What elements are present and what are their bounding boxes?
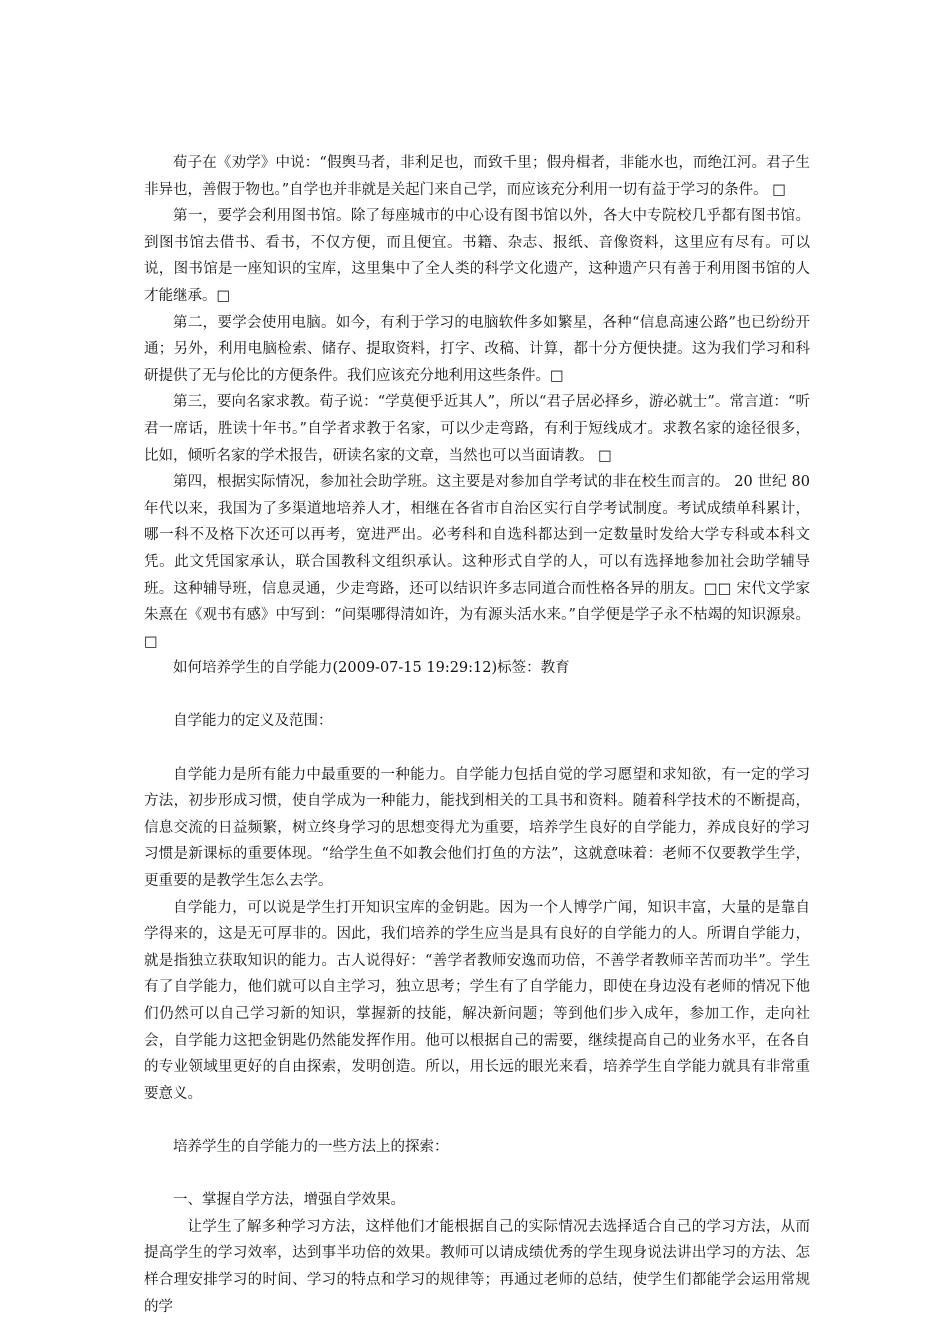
- paragraph-quote-xunzi: 荀子在《劝学》中说：“假舆马者，非利足也，而致千里；假舟楫者，非能水也，而绝江河。君子生非异也，善假于物也。”自学也并非就是关起门来自己学，而应该充分利用一切有益于学习的条件。 □: [144, 155, 810, 198]
- paragraph-computer: 第二，要学会使用电脑。如今，有利于学习的电脑软件多如繁星，各种“信息高速公路”也已纷纷开通；另外，利用电脑检索、储存、提取资料，打字、改稿、计算，都十分方便快捷。这为我们学习和科研提供了无与伦比的方便条件。我们应该充分地利用这些条件。□: [144, 314, 810, 384]
- paragraph-definition: 自学能力是所有能力中最重要的一种能力。自学能力包括自觉的学习愿望和求知欲，有一定的学习方法，初步形成习惯，使自学成为一种能力，能找到相关的工具书和资料。随着科学技术的不断提高，信息交流的日益频繁，树立终身学习的思想变得尤为重要，培养学生良好的自学能力，养成良好的学习习惯是新课标的重要体现。“给学生鱼不如教会他们打鱼的方法”，这就意味着：老师不仅要教学生学，更重要的是教学生怎么去学。: [144, 766, 810, 890]
- paragraph-golden-key: 自学能力，可以说是学生打开知识宝库的金钥匙。因为一个人博学广闻，知识丰富，大量的是靠自学得来的，这是无可厚非的。因此，我们培养的学生应当是具有良好的自学能力的人。所谓自学能力，就是指独立获取知识的能力。古人说得好：“善学者教师安逸而功倍，不善学者教师辛苦而功半”。学生有了自学能力，他们就可以自主学习，独立思考；学生有了自学能力，即使在身边没有老师的情况下他们仍然可以自己学习新的知识，掌握新的技能，解决新问题；等到他们步入成年，参加工作，走向社会，自学能力这把金钥匙仍然能发挥作用。他可以根据自己的需要，继续提高自己的业务水平，在各自的专业领域里更好的自由探索，发明创造。所以，用长远的眼光来看，培养学生自学能力就具有非常重要意义。: [144, 899, 810, 1102]
- section-heading-definition: 自学能力的定义及范围：: [173, 713, 333, 730]
- blank-line: [144, 1107, 810, 1134]
- blank-line: [144, 1161, 810, 1188]
- paragraph-method-one: 让学生了解多种学习方法，这样他们才能根据自己的实际情况去选择适合自己的学习方法，从而提高学生的学习效率，达到事半功倍的效果。教师可以请成绩优秀的学生现身说法讲出学习的方法、怎样合理安排学习的时间、学习的特点和学习的规律等；再通过老师的总结，使学生们都能学会运用常规的学: [144, 1218, 810, 1315]
- blank-line: [144, 735, 810, 762]
- document-body: [144, 150, 810, 1320]
- paragraph-masters: 第三，要向名家求教。荀子说：“学莫便乎近其人”，所以“君子居必择乡，游必就士”。常言道：“听君一席话，胜读十年书。”自学者求教于名家，可以少走弯路，有利于短线成才。求教名家的途径很多，比如，倾听名家的学术报告，研读名家的文章，当然也可以当面请教。 □: [144, 394, 810, 464]
- paragraph-library: 第一，要学会利用图书馆。除了每座城市的中心设有图书馆以外，各大中专院校几乎都有图书馆。到图书馆去借书、看书，不仅方便，而且便宜。书籍、杂志、报纸、音像资料，这里应有尽有。可以说，图书馆是一座知识的宝库，这里集中了全人类的科学文化遗产，这种遗产只有善于利用图书馆的人才能继承。□: [144, 208, 810, 304]
- paragraph-study-class: 第四，根据实际情况，参加社会助学班。这主要是对参加自学考试的非在校生而言的。 20 世纪 80 年代以来，我国为了多渠道地培养人才，相继在各省市自治区实行自学考试制度。考试成绩单科累计，哪一科不及格下次还可以再考，宽进严出。必考科和自选科都达到一定数量时发给大学专科或本科文凭。此文凭国家承认，联合国教科文组织承认。这种形式自学的人，可以有选择地参加社会助学辅导班。这种辅导班，信息灵通，少走弯路，还可以结识许多志同道合而性格各异的朋友。□□ 宋代文学家朱熹在《观书有感》中写到：“问渠哪得清如许，为有源头活水来。”自学便是学子永不枯竭的知识源泉。 □: [144, 474, 810, 650]
- blank-line: [144, 682, 810, 709]
- subheading-method-one: 一、掌握自学方法，增强自学效果。: [173, 1192, 405, 1209]
- article-title-line: 如何培养学生的自学能力(2009-07-15 19:29:12)标签：教育: [173, 660, 570, 677]
- section-heading-methods: 培养学生的自学能力的一些方法上的探索：: [173, 1138, 449, 1155]
